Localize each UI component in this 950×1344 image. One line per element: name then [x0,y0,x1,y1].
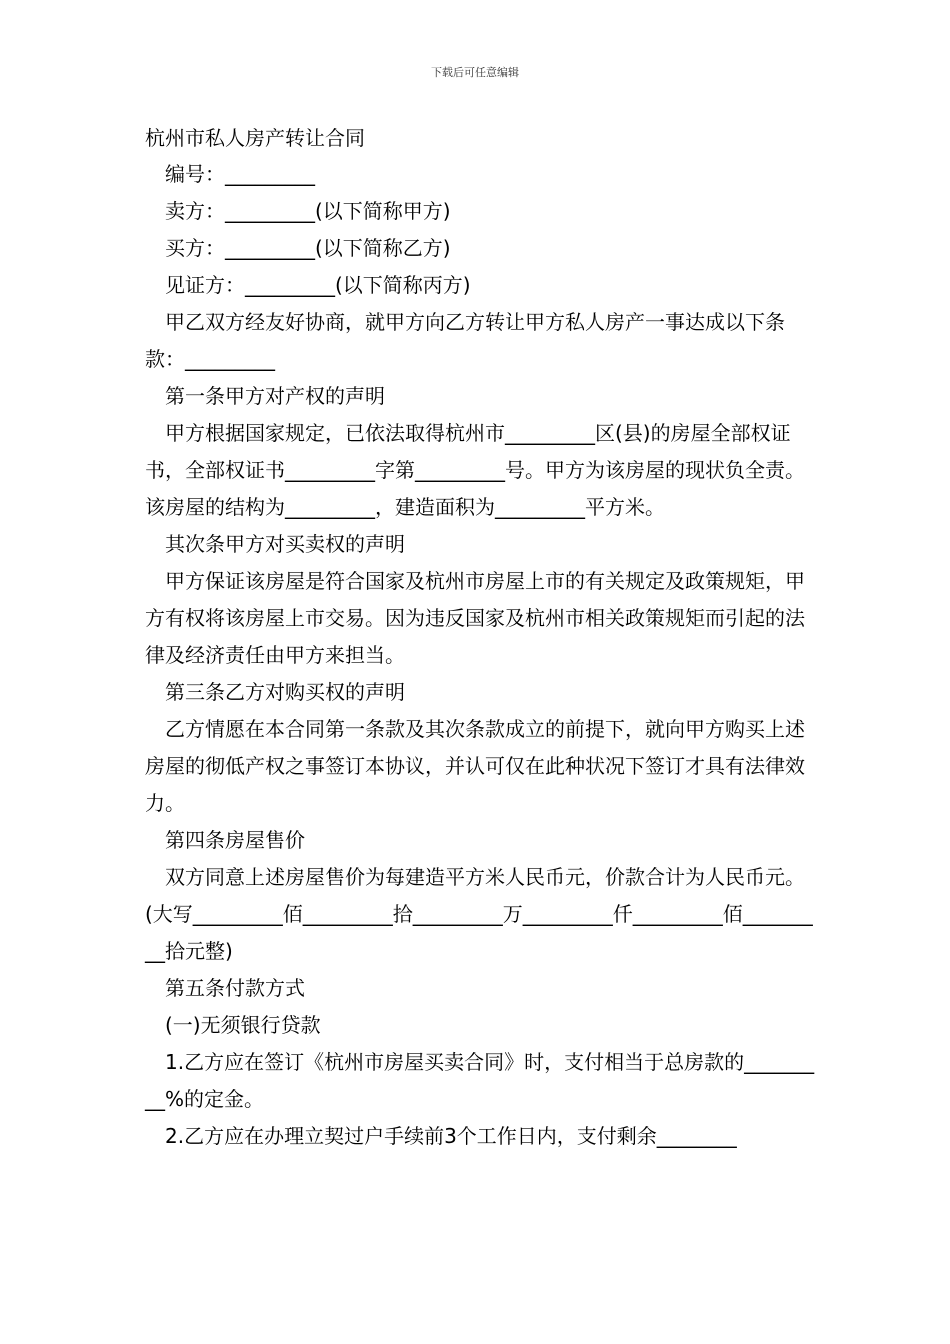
seller-line: 卖方：_________(以下简称甲方) [165,199,451,223]
document-title: 杭州市私人房产转让合同 [145,126,365,150]
preamble-paragraph: 甲乙双方经友好协商，就甲方向乙方转让甲方私人房产一事达成以下条款：_________ [145,310,785,371]
article-5-heading: 第五条付款方式 [165,976,305,1000]
witness-line: 见证方：_________(以下简称丙方) [165,273,471,297]
page-header-note: 下载后可任意编辑 [431,66,519,79]
article-2-paragraph: 甲方保证该房屋是符合国家及杭州市房屋上市的有关规定及政策规矩，甲方有权将该房屋上市交易。因为违反国家及杭州市相关政策规矩而引起的法律及经济责任由甲方来担当。 [145,569,805,667]
document-body [145,120,815,1155]
contract-number-line: 编号：_________ [165,162,315,186]
article-1-paragraph: 甲方根据国家规定，已依法取得杭州市_________区(县)的房屋全部权证书，全部权证书_________字第_________号。甲方为该房屋的现状负全责。该房屋的结构为_________，建造面积为_________平方米。 [145,421,805,519]
article-3-paragraph: 乙方情愿在本合同第一条款及其次条款成立的前提下，就向甲方购买上述房屋的彻低产权之事签订本协议，并认可仅在此种状况下签订才具有法律效力。 [145,717,805,815]
article-5-clause-2: 2.乙方应在办理立契过户手续前3个工作日内，支付剩余________ [165,1124,737,1148]
article-1-heading: 第一条甲方对产权的声明 [165,384,385,408]
article-2-heading: 其次条甲方对买卖权的声明 [165,532,405,556]
article-3-heading: 第三条乙方对购买权的声明 [165,680,405,704]
article-4-paragraph: 双方同意上述房屋售价为每建造平方米人民币元，价款合计为人民币元。(大写_________佰_________拾_________万_________仟_________佰_________拾元整) [145,865,813,963]
article-5-clause-1: 1.乙方应在签订《杭州市房屋买卖合同》时，支付相当于总房款的_________%的定金。 [145,1050,815,1111]
article-4-heading: 第四条房屋售价 [165,828,305,852]
article-5-subheading: (一)无须银行贷款 [165,1013,321,1037]
buyer-line: 买方：_________(以下简称乙方) [165,236,451,260]
